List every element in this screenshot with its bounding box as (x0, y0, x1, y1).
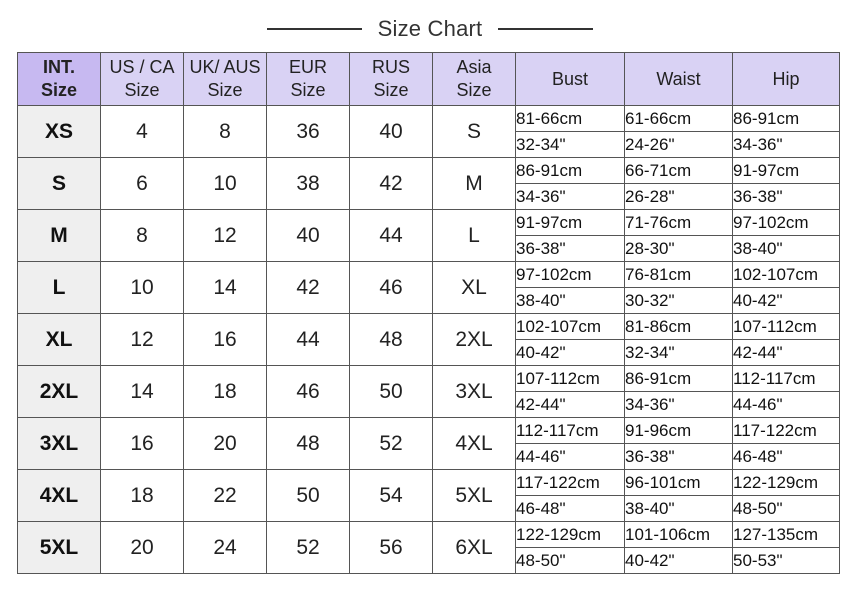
header-eur-size (267, 53, 350, 106)
eur-size-cell: 44 (267, 314, 350, 366)
table-row (18, 366, 840, 392)
bust-cm-cell: 86-91cm (516, 158, 625, 184)
eur-size-cell: 36 (267, 106, 350, 158)
int-size-cell: 3XL (18, 418, 101, 470)
header-us-size (101, 53, 184, 106)
hip-inch-cell: 48-50" (733, 496, 840, 522)
size-chart-table (17, 52, 840, 574)
bust-inch-cell: 46-48" (516, 496, 625, 522)
size-chart-body (18, 106, 840, 574)
bust-cm-cell: 112-117cm (516, 418, 625, 444)
hip-cm-cell: 107-112cm (733, 314, 840, 340)
hip-cm-cell: 91-97cm (733, 158, 840, 184)
us-size-cell: 12 (101, 314, 184, 366)
bust-inch-cell: 36-38" (516, 236, 625, 262)
hip-inch-cell: 44-46" (733, 392, 840, 418)
hip-cm-cell: 117-122cm (733, 418, 840, 444)
uk-size-cell: 10 (184, 158, 267, 210)
uk-size-cell: 22 (184, 470, 267, 522)
header-eur-line2: Size (290, 80, 326, 100)
hip-cm-cell: 112-117cm (733, 366, 840, 392)
header-row (18, 53, 840, 106)
us-size-cell: 10 (101, 262, 184, 314)
hip-inch-cell: 40-42" (733, 288, 840, 314)
header-int-size (18, 53, 101, 106)
int-size-cell: XS (18, 106, 101, 158)
int-size-cell: L (18, 262, 101, 314)
bust-cm-cell: 122-129cm (516, 522, 625, 548)
header-us-line1: US / CA (109, 57, 175, 77)
table-row (18, 210, 840, 236)
rus-size-cell: 50 (350, 366, 433, 418)
asia-size-cell: S (433, 106, 516, 158)
waist-cm-cell: 76-81cm (625, 262, 733, 288)
hip-inch-cell: 42-44" (733, 340, 840, 366)
eur-size-cell: 38 (267, 158, 350, 210)
bust-cm-cell: 117-122cm (516, 470, 625, 496)
header-hip: Hip (733, 53, 840, 106)
page-title: Size Chart (377, 16, 483, 41)
bust-inch-cell: 40-42" (516, 340, 625, 366)
int-size-cell: M (18, 210, 101, 262)
rus-size-cell: 54 (350, 470, 433, 522)
bust-inch-cell: 48-50" (516, 548, 625, 574)
int-size-cell: 2XL (18, 366, 101, 418)
header-us-line2: Size (124, 80, 160, 100)
waist-cm-cell: 61-66cm (625, 106, 733, 132)
hip-inch-cell: 38-40" (733, 236, 840, 262)
us-size-cell: 8 (101, 210, 184, 262)
uk-size-cell: 24 (184, 522, 267, 574)
rus-size-cell: 56 (350, 522, 433, 574)
asia-size-cell: 4XL (433, 418, 516, 470)
int-size-cell: XL (18, 314, 101, 366)
waist-inch-cell: 38-40" (625, 496, 733, 522)
hip-cm-cell: 122-129cm (733, 470, 840, 496)
asia-size-cell: 5XL (433, 470, 516, 522)
asia-size-cell: 2XL (433, 314, 516, 366)
header-int-line2: Size (40, 80, 78, 100)
eur-size-cell: 46 (267, 366, 350, 418)
rus-size-cell: 52 (350, 418, 433, 470)
asia-size-cell: XL (433, 262, 516, 314)
asia-size-cell: 6XL (433, 522, 516, 574)
rus-size-cell: 44 (350, 210, 433, 262)
us-size-cell: 20 (101, 522, 184, 574)
bust-cm-cell: 107-112cm (516, 366, 625, 392)
header-waist: Waist (625, 53, 733, 106)
int-size-cell: 5XL (18, 522, 101, 574)
us-size-cell: 16 (101, 418, 184, 470)
eur-size-cell: 40 (267, 210, 350, 262)
waist-inch-cell: 36-38" (625, 444, 733, 470)
header-rus-line1: RUS (371, 57, 410, 77)
int-size-cell: S (18, 158, 101, 210)
header-uk-line1: UK/ AUS (189, 57, 261, 77)
header-bust: Bust (516, 53, 625, 106)
table-row (18, 470, 840, 496)
us-size-cell: 18 (101, 470, 184, 522)
table-row (18, 262, 840, 288)
bust-inch-cell: 34-36" (516, 184, 625, 210)
bust-cm-cell: 81-66cm (516, 106, 625, 132)
waist-cm-cell: 101-106cm (625, 522, 733, 548)
header-rus-line2: Size (373, 80, 409, 100)
hip-cm-cell: 127-135cm (733, 522, 840, 548)
hip-inch-cell: 34-36" (733, 132, 840, 158)
hip-inch-cell: 50-53" (733, 548, 840, 574)
uk-size-cell: 16 (184, 314, 267, 366)
waist-inch-cell: 30-32" (625, 288, 733, 314)
header-asia-line1: Asia (456, 57, 492, 77)
us-size-cell: 4 (101, 106, 184, 158)
title-rule-left (267, 28, 362, 30)
us-size-cell: 6 (101, 158, 184, 210)
hip-cm-cell: 97-102cm (733, 210, 840, 236)
table-row (18, 106, 840, 132)
header-int-line1: INT. (42, 57, 75, 77)
hip-cm-cell: 86-91cm (733, 106, 840, 132)
asia-size-cell: M (433, 158, 516, 210)
rus-size-cell: 46 (350, 262, 433, 314)
bust-inch-cell: 44-46" (516, 444, 625, 470)
hip-cm-cell: 102-107cm (733, 262, 840, 288)
header-asia-size (433, 53, 516, 106)
uk-size-cell: 8 (184, 106, 267, 158)
table-row (18, 158, 840, 184)
waist-inch-cell: 32-34" (625, 340, 733, 366)
table-row (18, 418, 840, 444)
chart-title-bar (0, 14, 860, 44)
waist-cm-cell: 91-96cm (625, 418, 733, 444)
header-uk-size (184, 53, 267, 106)
waist-cm-cell: 86-91cm (625, 366, 733, 392)
waist-cm-cell: 81-86cm (625, 314, 733, 340)
table-row (18, 522, 840, 548)
asia-size-cell: L (433, 210, 516, 262)
title-rule-right (498, 28, 593, 30)
bust-inch-cell: 32-34" (516, 132, 625, 158)
bust-cm-cell: 97-102cm (516, 262, 625, 288)
eur-size-cell: 50 (267, 470, 350, 522)
waist-cm-cell: 71-76cm (625, 210, 733, 236)
waist-inch-cell: 24-26" (625, 132, 733, 158)
eur-size-cell: 52 (267, 522, 350, 574)
uk-size-cell: 18 (184, 366, 267, 418)
us-size-cell: 14 (101, 366, 184, 418)
uk-size-cell: 12 (184, 210, 267, 262)
header-asia-line2: Size (456, 80, 492, 100)
waist-cm-cell: 96-101cm (625, 470, 733, 496)
hip-inch-cell: 36-38" (733, 184, 840, 210)
eur-size-cell: 42 (267, 262, 350, 314)
waist-inch-cell: 34-36" (625, 392, 733, 418)
bust-cm-cell: 102-107cm (516, 314, 625, 340)
bust-cm-cell: 91-97cm (516, 210, 625, 236)
hip-inch-cell: 46-48" (733, 444, 840, 470)
asia-size-cell: 3XL (433, 366, 516, 418)
int-size-cell: 4XL (18, 470, 101, 522)
bust-inch-cell: 38-40" (516, 288, 625, 314)
header-uk-line2: Size (207, 80, 243, 100)
rus-size-cell: 42 (350, 158, 433, 210)
eur-size-cell: 48 (267, 418, 350, 470)
uk-size-cell: 20 (184, 418, 267, 470)
waist-inch-cell: 26-28" (625, 184, 733, 210)
uk-size-cell: 14 (184, 262, 267, 314)
waist-cm-cell: 66-71cm (625, 158, 733, 184)
rus-size-cell: 40 (350, 106, 433, 158)
bust-inch-cell: 42-44" (516, 392, 625, 418)
waist-inch-cell: 40-42" (625, 548, 733, 574)
header-eur-line1: EUR (288, 57, 327, 77)
table-row (18, 314, 840, 340)
rus-size-cell: 48 (350, 314, 433, 366)
waist-inch-cell: 28-30" (625, 236, 733, 262)
header-rus-size (350, 53, 433, 106)
